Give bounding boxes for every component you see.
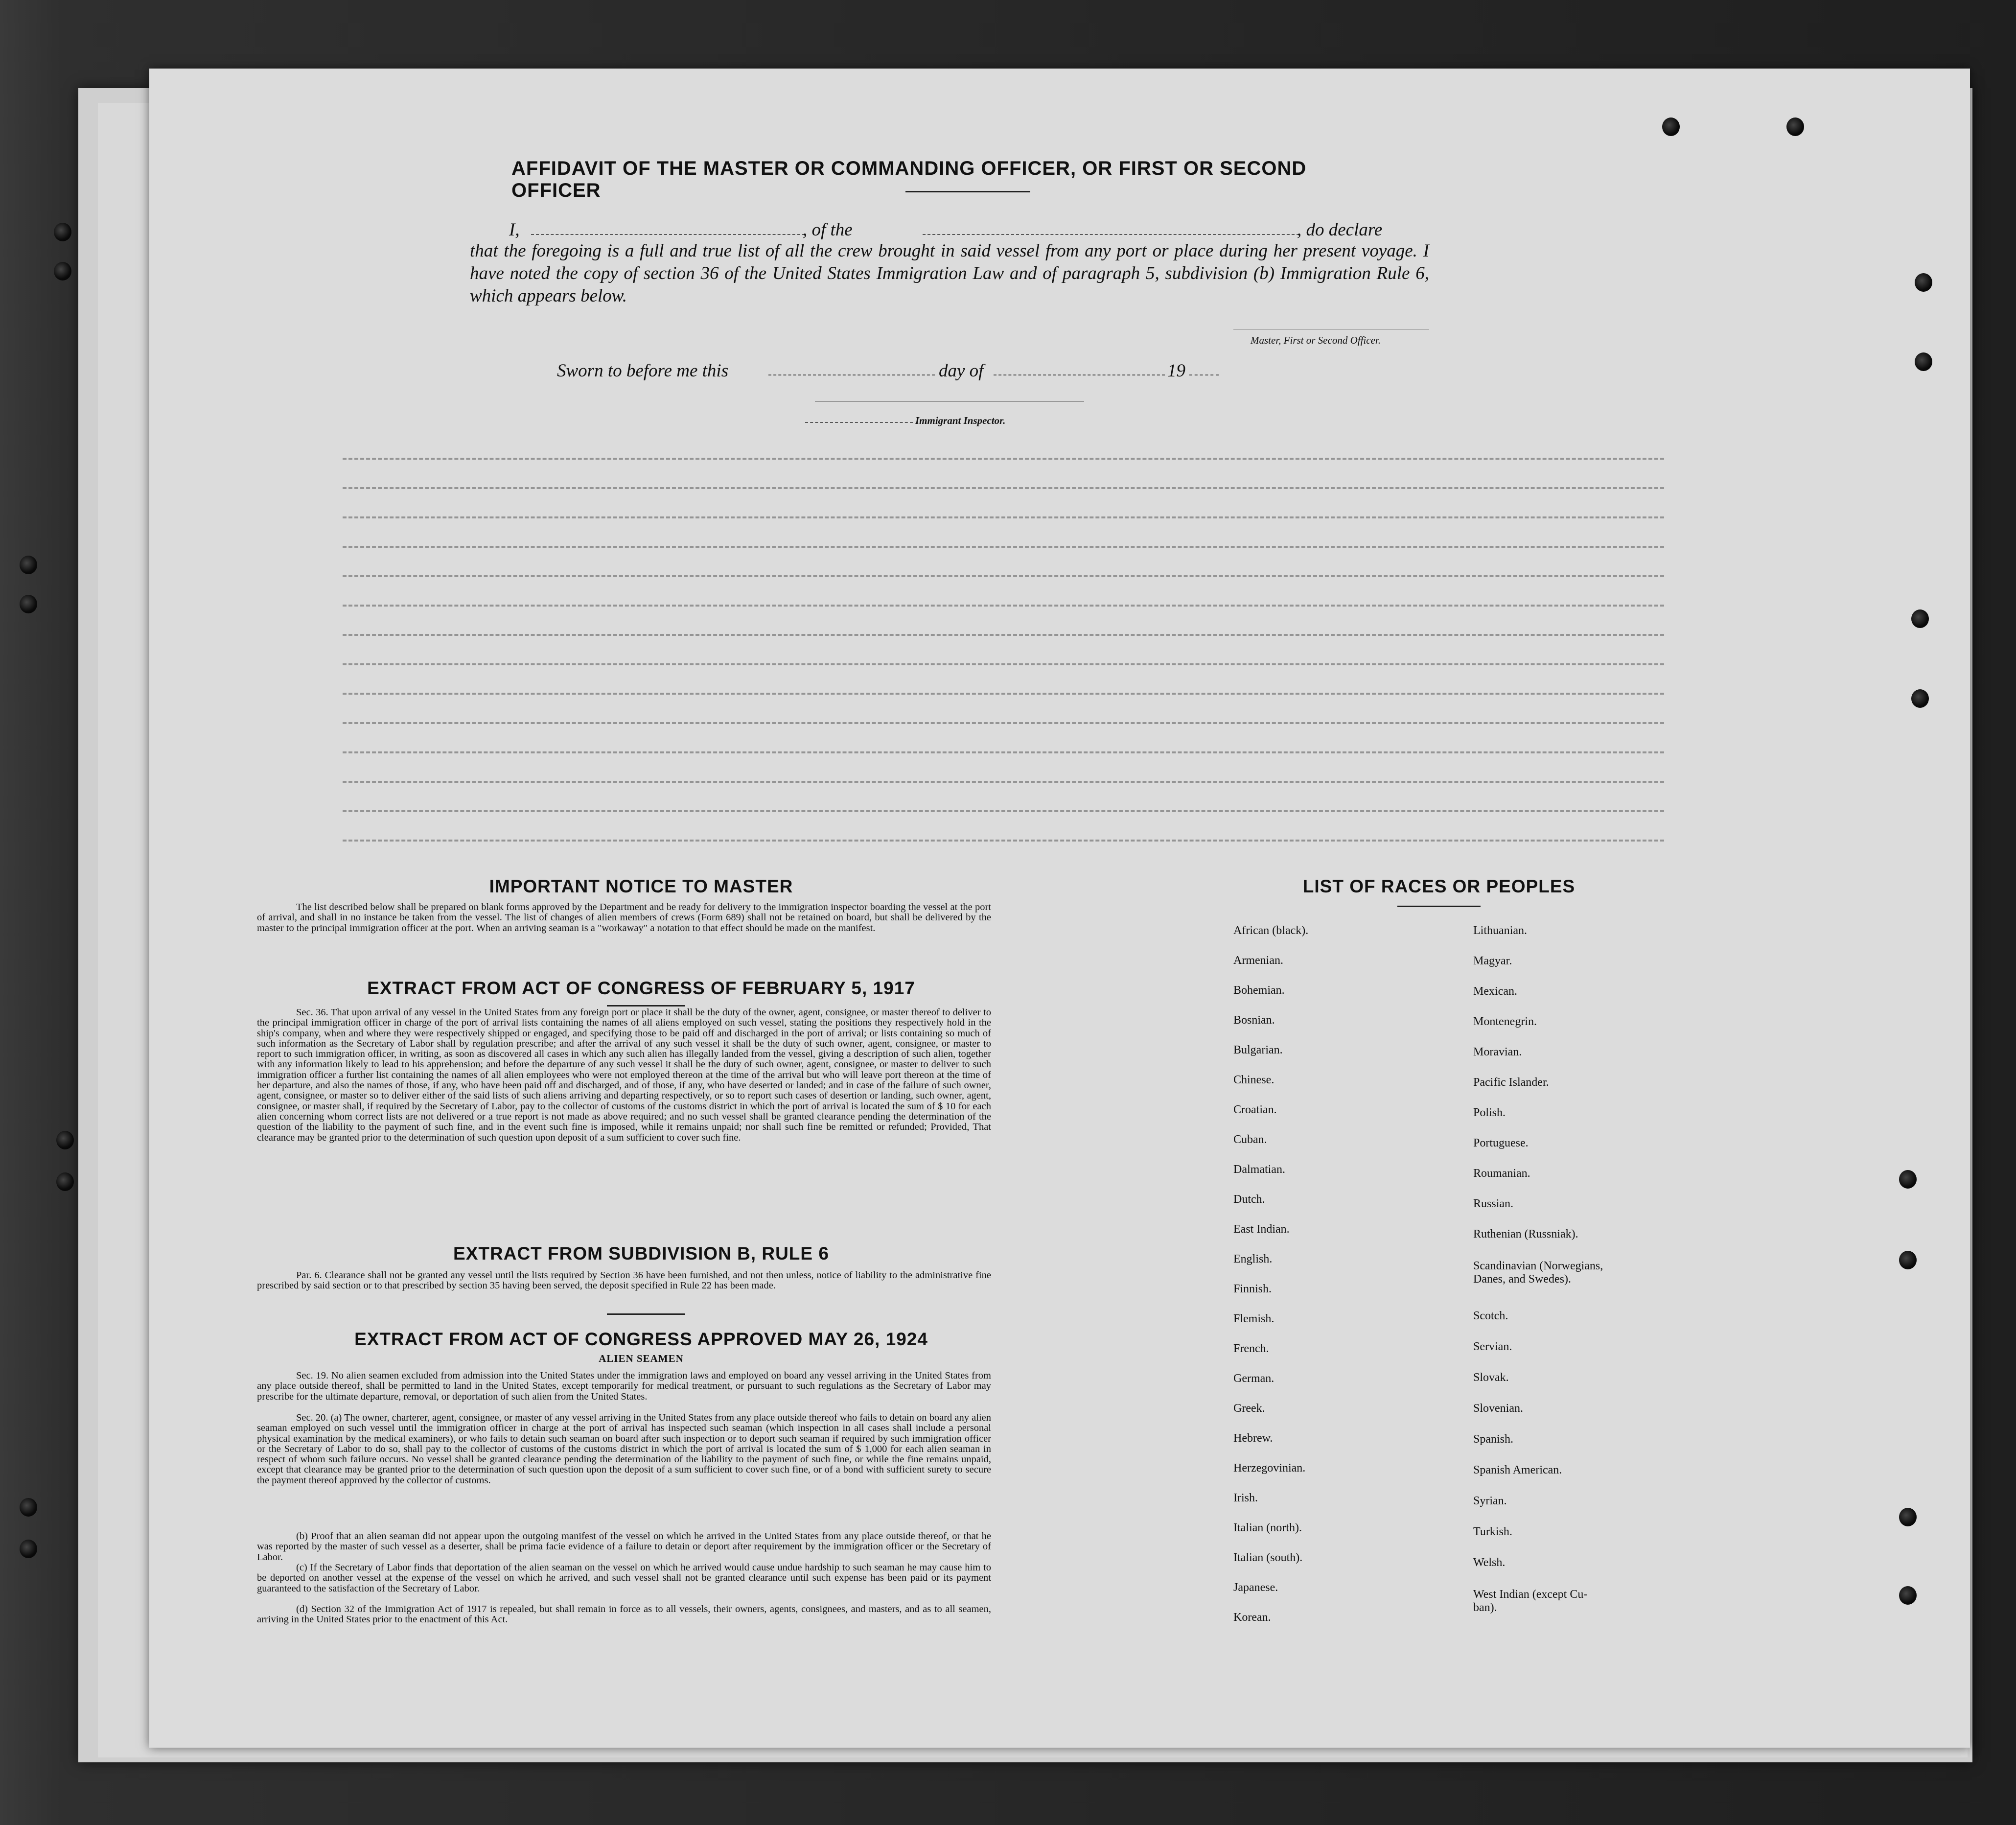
race-item: Portuguese. bbox=[1473, 1137, 1529, 1149]
ghost-row bbox=[343, 546, 1664, 550]
race-item: Dalmatian. bbox=[1233, 1163, 1285, 1176]
race-item: Bohemian. bbox=[1233, 984, 1285, 997]
affidavit-of-the: , of the bbox=[803, 220, 853, 240]
vessel-blank-line bbox=[923, 234, 1299, 236]
race-item: Slovak. bbox=[1473, 1371, 1509, 1384]
ghost-row bbox=[343, 693, 1664, 697]
inspector-blank bbox=[805, 422, 913, 424]
signature-caption: Master, First or Second Officer. bbox=[1251, 334, 1381, 346]
race-item: Slovenian. bbox=[1473, 1402, 1523, 1415]
race-item: Korean. bbox=[1233, 1611, 1271, 1624]
punch-hole-icon bbox=[1899, 1251, 1917, 1269]
affidavit-body: that the foregoing is a full and true list of all the crew brought in said vessel from any port or place during her present voyage. I have noted the copy of section 36 of the United States Immigration Law and of paragraph 5, subdivision (b) Immigration Rule 6, which appears below. bbox=[470, 241, 1429, 306]
race-item: Flemish. bbox=[1233, 1312, 1274, 1325]
race-item: Polish. bbox=[1473, 1106, 1506, 1119]
punch-hole-icon bbox=[1899, 1586, 1917, 1605]
sworn-label: Sworn to before me this bbox=[557, 361, 729, 381]
extract-1924-subtitle: ALIEN SEAMEN bbox=[599, 1353, 684, 1364]
race-item: West Indian (except Cu- ban). bbox=[1473, 1588, 1588, 1614]
punch-hole-icon bbox=[56, 1172, 74, 1191]
race-item: Irish. bbox=[1233, 1492, 1258, 1504]
race-item: French. bbox=[1233, 1342, 1269, 1355]
punch-hole-icon bbox=[1911, 689, 1929, 708]
race-item: Bosnian. bbox=[1233, 1014, 1275, 1027]
race-item: Turkish. bbox=[1473, 1525, 1512, 1538]
punch-hole-icon bbox=[54, 262, 71, 281]
name-blank-line bbox=[531, 234, 805, 236]
affidavit-i-label: I, bbox=[509, 220, 520, 240]
punch-hole-icon bbox=[1786, 117, 1804, 136]
race-item: Syrian. bbox=[1473, 1495, 1507, 1507]
ghost-row bbox=[343, 722, 1664, 726]
race-item: Finnish. bbox=[1233, 1283, 1272, 1295]
notice-text: The list described below shall be prepared on blank forms approved by the Department and be ready for delivery to the immigration inspector boarding the vessel at the port of arrival, and shall in no instance be taken from the vessel. The list of changes of alien members of crews (Form 689) shall not be retained on board, but shall be delivered by the master to the principal immigration officer at the port. When an arriving seaman is a "workaway" a notation to that effect should be made on the manifest. bbox=[257, 902, 991, 934]
race-item: Greek. bbox=[1233, 1402, 1265, 1415]
punch-hole-icon bbox=[20, 1540, 37, 1558]
year-prefix: 19 bbox=[1167, 361, 1185, 381]
race-item: Mexican. bbox=[1473, 985, 1517, 998]
punch-hole-icon bbox=[20, 556, 37, 574]
extract-rule6-rule bbox=[607, 1313, 685, 1315]
race-item: Lithuanian. bbox=[1473, 924, 1527, 937]
month-blank bbox=[994, 374, 1165, 376]
ghost-row bbox=[343, 840, 1664, 843]
race-item: Hebrew. bbox=[1233, 1432, 1273, 1445]
ghost-row bbox=[343, 605, 1664, 608]
race-item: Chinese. bbox=[1233, 1074, 1274, 1086]
punch-hole-icon bbox=[1915, 352, 1932, 371]
sworn-day-blank bbox=[768, 374, 935, 376]
extract-1917-rule bbox=[607, 1005, 685, 1006]
race-item: East Indian. bbox=[1233, 1223, 1290, 1236]
race-item: Scandinavian (Norwegians, Danes, and Swedes). bbox=[1473, 1260, 1603, 1286]
notice-title: IMPORTANT NOTICE TO MASTER bbox=[489, 876, 793, 896]
punch-hole-icon bbox=[1662, 117, 1680, 136]
ghost-row bbox=[343, 634, 1664, 638]
race-item: Dutch. bbox=[1233, 1193, 1265, 1206]
races-title: LIST OF RACES OR PEOPLES bbox=[1302, 876, 1576, 896]
affidavit-do-declare: , do declare bbox=[1297, 220, 1383, 240]
extract-1924-sec20a: Sec. 20. (a) The owner, charterer, agent, consignee, or master of any vessel arriving in the United States from any place outside thereof who fails to detain on board any alien seaman employed on such vessel until the immigration officer in charge at the port of arrival has inspected such seaman (which inspection in all cases shall include a personal physical examination by the medical examiners), or who fails to detain such seaman on board after such inspection or to deport such seaman if required by such immigration officer or the Secretary of Labor to do so, shall pay to the collector of customs of the customs district in which the port of arrival is located the sum of $ 1,000 for each alien seaman in respect of whom such failure occurs. No vessel shall be granted clearance pending the determination of the liability to the payment of such fine, or while the fine remains unpaid, except that clearance may be granted prior to the determination of such question upon the deposit of a sum sufficient to cover such fine, or of a bond with sufficient surety to secure the payment thereof approved by the collector of customs. bbox=[257, 1412, 991, 1486]
extract-1924-sec20b: (b) Proof that an alien seaman did not appear upon the outgoing manifest of the vessel on which he arrived in the United States from any place outside thereof, or that he was reported by the master of such vessel as a deserter, shall be prima facie evidence of a failure to detain or deport after requirement by the immigration officer or the Secretary of Labor. bbox=[257, 1531, 991, 1563]
punch-hole-icon bbox=[1899, 1508, 1917, 1526]
race-item: English. bbox=[1233, 1253, 1273, 1265]
punch-hole-icon bbox=[20, 595, 37, 613]
day-of-label: day of bbox=[939, 361, 984, 381]
race-item: Pacific Islander. bbox=[1473, 1076, 1549, 1089]
extract-1924-sec20d: (d) Section 32 of the Immigration Act of 1917 is repealed, but shall remain in force as to all vessels, their owners, agents, consignees, and masters, and as to all seamen, arriving in the United States prior to the enactment of this Act. bbox=[257, 1604, 991, 1625]
race-item: Spanish American. bbox=[1473, 1464, 1562, 1476]
race-item: German. bbox=[1233, 1372, 1274, 1385]
race-item: Russian. bbox=[1473, 1197, 1514, 1210]
race-item: Cuban. bbox=[1233, 1133, 1267, 1146]
extract-rule6-title: EXTRACT FROM SUBDIVISION B, RULE 6 bbox=[453, 1243, 829, 1263]
inspector-caption: Immigrant Inspector. bbox=[915, 415, 1006, 426]
ghost-row bbox=[343, 487, 1664, 491]
extract-rule6-text: Par. 6. Clearance shall not be granted any vessel until the lists required by Section 36 have been furnished, and not then unless, notice of liability to the administrative fine prescribed by said section or to that prescribed by section 35 having been served, the deposit specified in Rule 22 has been made. bbox=[257, 1270, 991, 1291]
extract-1917-text: Sec. 36. That upon arrival of any vessel in the United States from any foreign port or place it shall be the duty of the owner, agent, consignee, or master thereof to deliver to the principal immigration officer in charge of the port of arrival lists containing the names of all aliens employed on such vessel, stating the positions they respectively hold in the ship's company, when and where they were respectively shipped or engaged, and specifying those to be paid off and discharged in the port of arrival; or lists containing so much of such information as the Secretary of Labor shall by regulation prescribe; and after the arrival of any such vessel it shall be the duty of such owner, agent, consignee, or master to report to such immigration officer, in writing, as soon as discovered all cases in which any such alien has illegally landed from the vessel, giving a description of such alien, together with any information likely to lead to his apprehension; and before the departure of any such vessel it shall be the duty of such owner, agent, consignee, or master to deliver to such immigration officer a further list containing the names of all alien employees who were not employed thereon at the time of the arrival but who will leave port thereon at the time of her departure, and also the names of those, if any, who have been paid off and discharged, and of those, if any, who have deserted or landed; and in case of the failure of such owner, agent, consignee, or master so to deliver either of the said lists of such aliens arriving and departing respectively, or so to report such cases of desertion or landing, such owner, agent, consignee, or master shall, if required by the Secretary of Labor, pay to the collector of customs of the customs district in which the port of arrival is located the sum of $ 10 for each alien concerning whom correct lists are not delivered or a true report is not made as above required; and no such vessel shall be granted clearance pending the determination of the question of the liability to the payment of such fine, and in the event such fine is imposed, while it remains unpaid; nor shall such fine be remitted or refunded; Provided, That clearance may be granted prior to the determination of such question upon deposit of a sum sufficient to cover such fine. bbox=[257, 1007, 991, 1143]
ghost-row bbox=[343, 663, 1664, 667]
race-item: Roumanian. bbox=[1473, 1167, 1530, 1180]
year-blank bbox=[1189, 374, 1219, 376]
extract-1917-title: EXTRACT FROM ACT OF CONGRESS OF FEBRUARY 5, 1917 bbox=[367, 978, 915, 998]
race-item: Italian (north). bbox=[1233, 1521, 1302, 1534]
punch-hole-icon bbox=[54, 223, 71, 241]
race-item: African (black). bbox=[1233, 924, 1309, 937]
race-item: Magyar. bbox=[1473, 955, 1512, 967]
race-item: Montenegrin. bbox=[1473, 1015, 1537, 1028]
races-left-column bbox=[1233, 924, 1478, 1629]
extract-1924-sec20c: (c) If the Secretary of Labor finds that deportation of the alien seaman on the vessel on which he arrived would cause undue hardship to such seaman he may cause him to be deported on another vessel at the expense of the vessel on which he arrived, and such vessel shall not be granted clearance until such expense has been paid or its payment guaranteed to the satisfaction of the Secretary of Labor. bbox=[257, 1562, 991, 1594]
race-item: Ruthenian (Russniak). bbox=[1473, 1228, 1578, 1240]
ghost-row bbox=[343, 810, 1664, 814]
punch-hole-icon bbox=[1899, 1170, 1917, 1189]
race-item: Welsh. bbox=[1473, 1556, 1506, 1569]
race-item: Armenian. bbox=[1233, 954, 1283, 967]
inspector-line bbox=[815, 401, 1084, 402]
ghost-row bbox=[343, 781, 1664, 785]
races-right-column bbox=[1473, 924, 1698, 1629]
punch-hole-icon bbox=[1915, 273, 1932, 292]
races-rule bbox=[1397, 906, 1481, 907]
race-item: Herzegovinian. bbox=[1233, 1462, 1306, 1474]
ghost-row bbox=[343, 751, 1664, 755]
title-rule bbox=[905, 191, 1030, 192]
punch-hole-icon bbox=[20, 1498, 37, 1517]
race-item: Spanish. bbox=[1473, 1433, 1514, 1446]
race-item: Servian. bbox=[1473, 1340, 1512, 1353]
punch-hole-icon bbox=[1911, 609, 1929, 628]
extract-1924-title: EXTRACT FROM ACT OF CONGRESS APPROVED MAY 26, 1924 bbox=[354, 1329, 928, 1349]
race-item: Italian (south). bbox=[1233, 1551, 1303, 1564]
extract-1924-sec19: Sec. 19. No alien seamen excluded from admission into the United States under the immigration laws and employed on board any vessel arriving in the United States from any place outside thereof, shall be permitted to land in the United States, except temporarily for medical treatment, or pursuant to such regulations as the Secretary of Labor may prescribe for the ultimate departure, removal, or deportation of such alien from the United States. bbox=[257, 1370, 991, 1402]
ghost-row bbox=[343, 458, 1664, 462]
ghost-row bbox=[343, 575, 1664, 579]
affidavit-title: AFFIDAVIT OF THE MASTER OR COMMANDING OFFICER, OR FIRST OR SECOND OFFICER bbox=[511, 158, 1307, 201]
race-item: Croatian. bbox=[1233, 1103, 1277, 1116]
race-item: Bulgarian. bbox=[1233, 1044, 1283, 1056]
ghost-row bbox=[343, 516, 1664, 520]
race-item: Moravian. bbox=[1473, 1046, 1522, 1058]
race-item: Japanese. bbox=[1233, 1581, 1278, 1594]
punch-hole-icon bbox=[56, 1131, 74, 1149]
race-item: Scotch. bbox=[1473, 1310, 1508, 1322]
